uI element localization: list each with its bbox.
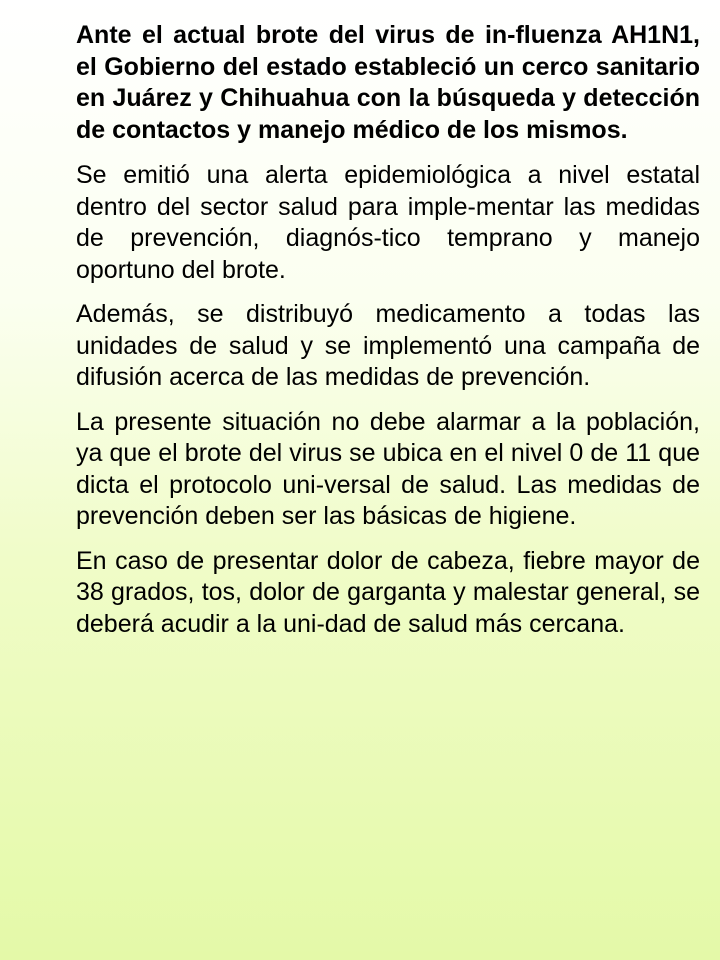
medication-paragraph: Además, se distribuyó medicamento a todas las unidades de salud y se implementó una campaña de difusión acerca de las medidas de prevención.: [76, 300, 700, 391]
text-block: [76, 20, 700, 653]
symptoms-paragraph: En caso de presentar dolor de cabeza, fiebre mayor de 38 grados, tos, dolor de garganta y malestar general, se deberá acudir a la uni-dad de salud más cercana.: [76, 546, 700, 638]
intro-paragraph: Ante el actual brote del virus de in-fluenza AH1N1, el Gobierno del estado estableció un cerco sanitario en Juárez y Chihuahua con la búsqueda y detección de contactos y manejo médico de los mismos.: [76, 21, 700, 144]
situation-paragraph: La presente situación no debe alarmar a la población, ya que el brote del virus se ubica en el nivel 0 de 11 que dicta el protocolo uni-versal de salud. Las medidas de prevención deben ser las básicas de higiene.: [76, 407, 700, 530]
alert-paragraph: Se emitió una alerta epidemiológica a nivel estatal dentro del sector salud para imple-mentar las medidas de prevención, diagnós-tico temprano y manejo oportuno del brote.: [76, 161, 700, 284]
